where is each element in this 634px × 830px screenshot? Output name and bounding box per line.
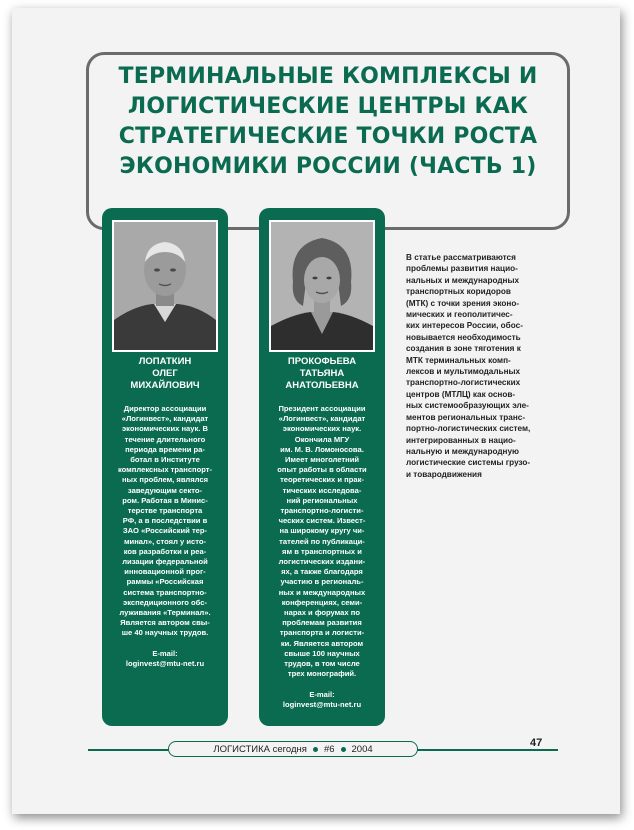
bio-line: экспедиционного обс- [123,597,207,607]
bio-line: ботал в Институте [130,455,200,465]
abstract-line: транспортно-логистических [406,378,521,388]
author-bio [108,404,222,669]
bio-line: экономических наук. В [121,424,209,434]
abstract-line: В статье рассматриваются [406,253,516,262]
author-name [263,356,381,392]
bio-line: логистических издани- [278,557,366,567]
abstract-line: ких интересов России, обос- [406,321,523,331]
email-link[interactable]: loginvest@mtu-net.ru [282,699,362,709]
abstract-line: новывается необходимость [406,332,521,342]
bio-line: ки. Является автором [280,638,364,648]
bio-spacer [108,639,222,649]
bio-line: ше 40 научных трудов. [121,628,209,638]
author-card-lopatkin [102,208,228,726]
abstract-line: ментов региональных транс- [406,412,526,422]
author-card-prokofieva [259,208,385,726]
author-photo [269,220,375,352]
name-line: МИХАЙЛОВИЧ [130,380,200,391]
abstract-line: МТК терминальных комп- [406,355,511,365]
bio-line: терстве транспорта [127,506,203,516]
bio-line: «Логинвест», кандидат [121,414,209,424]
abstract-line: создания в зоне тяготения к [406,344,521,354]
bio-line: ях, а также благодаря [281,567,363,577]
bio-spacer [265,679,379,689]
abstract-line: центров (МТЛЦ) как основ- [406,389,516,399]
bio-line: трех монографий. [287,669,357,679]
title-line: ЭКОНОМИКИ РОССИИ (ЧАСТЬ 1) [119,154,537,179]
abstract-line: ных системообразующих эле- [406,401,529,411]
bio-line: ям в транспортных и [282,546,362,556]
journal-name: ЛОГИСТИКА сегодня [213,743,307,755]
bio-line: тателей по публикаци- [279,536,365,546]
bio-line: теоретических и прак- [280,475,364,485]
bio-line: РФ, а в последствии в [122,516,208,526]
name-line: ЛОПАТКИН [138,356,192,367]
man-portrait-icon [114,222,216,350]
bio-line: свыше 100 научных [284,648,360,658]
abstract-line: логистические системы грузо- [406,458,531,468]
bio-line: Имеет многолетний [284,455,360,465]
name-line: ОЛЕГ [152,368,178,379]
bio-line: Окончила МГУ [294,434,350,444]
bio-line: ков разработки и реа- [123,546,207,556]
bio-line: течение длительного [124,434,206,444]
page-number: 47 [530,737,543,749]
bio-line: тических исследова- [282,485,362,495]
bio-line: транспорта и логисти- [279,628,365,638]
title-line: ТЕРМИНАЛЬНЫЕ КОМПЛЕКСЫ И [118,64,538,89]
bio-line: лизации федеральной [122,557,208,567]
email-label: E-mail: [152,648,178,658]
email-label: E-mail: [309,689,335,699]
title-line: ЛОГИСТИЧЕСКИЕ ЦЕНТРЫ КАК [127,94,529,119]
name-line: ПРОКОФЬЕВА [287,356,357,367]
name-line: АНАТОЛЬЕВНА [285,380,359,391]
article-abstract [406,252,560,480]
bio-line: раммы «Российская [126,577,204,587]
abstract-line: (МТК) с точки зрения эконо- [406,298,520,308]
bio-line: «Логинвест», кандидат [278,414,366,424]
abstract-line: мических и геополитичес- [406,310,513,320]
bio-line: ром. Работая в Минис- [122,495,208,505]
bio-line: комплексных транспорт- [117,465,213,475]
bio-line: нарах и форумах по [284,608,360,618]
bio-line: экономических наук. [282,424,362,434]
bio-line: на широкому кругу чи- [279,526,365,536]
abstract-line: нальных и международных [406,275,520,285]
abstract-line: нальную и международную [406,446,520,456]
author-name [106,356,224,392]
name-line: ТАТЬЯНА [299,368,345,379]
abstract-line: проблемы развития нацио- [406,264,518,274]
bio-line: ных проблем, являлся [121,475,209,485]
bio-line: ЗАО «Российский тер- [122,526,208,536]
bio-line: минал», стоял у исто- [123,536,207,546]
author-bio [265,404,379,710]
bio-line: луживания «Терминал». [119,608,211,618]
author-photo [112,220,218,352]
title-line: СТРАТЕГИЧЕСКИЕ ТОЧКИ РОСТА [118,124,538,149]
abstract-line: интегрированных в нацио- [406,435,516,445]
email-link[interactable]: loginvest@mtu-net.ru [125,659,205,669]
bio-line: инновационной прог- [124,567,206,577]
bullet-icon [313,747,318,752]
bio-line: им. М. В. Ломоносова. [280,444,364,454]
bio-line: опыт работы в области [277,465,367,475]
article-title [92,62,564,182]
bio-line: конференциях, семи- [281,597,363,607]
bio-line: система транспортно- [123,587,207,597]
issue-year: 2004 [351,743,373,755]
bio-line: ных и международных [278,587,366,597]
woman-portrait-icon [271,222,373,350]
abstract-line: транспортных коридоров [406,287,511,297]
abstract-line: портно-логистических систем, [406,424,531,434]
issue-number: #6 [323,743,335,755]
bio-line: трудов, в том числе [284,659,360,669]
abstract-line: лексов и мультимодальных [406,367,521,377]
bio-line: Директор ассоциации [123,404,207,413]
bio-line: ческих систем. Извест- [278,516,366,526]
running-footer [168,741,418,757]
bullet-icon [341,747,346,752]
bio-line: проблемам развития [282,618,362,628]
bio-line: участию в региональ- [280,577,364,587]
bio-line: заведующим секто- [127,485,203,495]
abstract-line: и товародвижения [406,469,482,479]
bio-line: Является автором свы- [120,618,210,628]
bio-line: транспортно-логисти- [280,506,364,516]
bio-line: ний региональных [286,495,358,505]
bio-line: периода времени ра- [125,444,205,454]
bio-line: Президент ассоциации [278,404,366,413]
